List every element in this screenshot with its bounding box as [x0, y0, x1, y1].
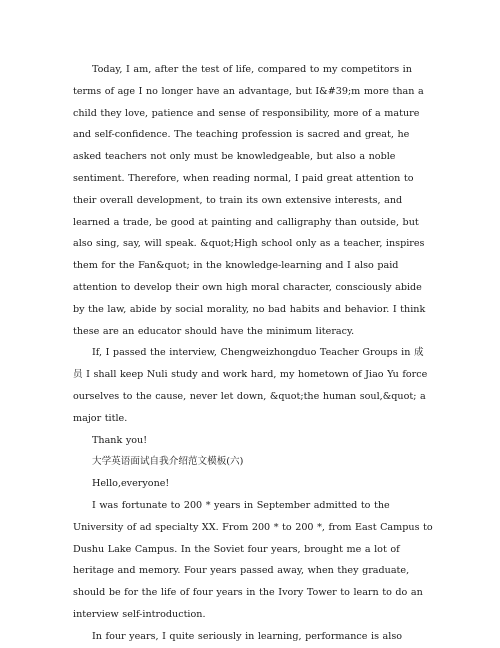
section-heading: 大学英语面试自我介绍范文模板(六) [92, 456, 244, 468]
paragraph-today: Today, I am, after the test of life, compared to my competitors in terms of age I no longer have an advantage, but I&#39;m more than a child they love, patience and sense of responsibility, more of a mature and self-confidence. The teaching profession is sacred and great, he asked teachers not only must be knowledgeable, but also a noble sentiment. Therefore, when reading normal, I paid great attention to their overall development, to train its own extensive interests, and learned a trade, be good at painting and calligraphy than outside, but also sing, say, will speak. &quot;High school only as a teacher, inspires them for the Fan&quot; in the knowledge-learning and I also paid attention to develop their own high moral character, consciously abide by the law, abide by social morality, no bad habits and behavior. I think these are an educator should have the minimum literacy. [73, 64, 426, 337]
paragraph-interview: If, I passed the interview, Chengweizhongduo Teacher Groups in 成员 I shall keep Nuli study and work hard, my hometown of Jiao Yu force ourselves to the cause, never let down, &quot;the human soul,&quot; a major title. [73, 347, 428, 424]
paragraph-four-years: In four years, I quite seriously in learning, performance is also [92, 630, 403, 642]
paragraph-thanks: Thank you! [92, 434, 148, 446]
document-body [73, 59, 433, 648]
greeting: Hello,everyone! [92, 478, 170, 490]
paragraph-fortunate: I was fortunate to 200 * years in September admitted to the University of ad specialty XX. From 200 * to 200 *, from East Campus to Dushu Lake Campus. In the Soviet four years, brought me a lot of heritage and memory. Four years passed away, when they graduate, should be for the life of four years in the Ivory Tower to learn to do an interview self-introduction. [73, 499, 433, 620]
